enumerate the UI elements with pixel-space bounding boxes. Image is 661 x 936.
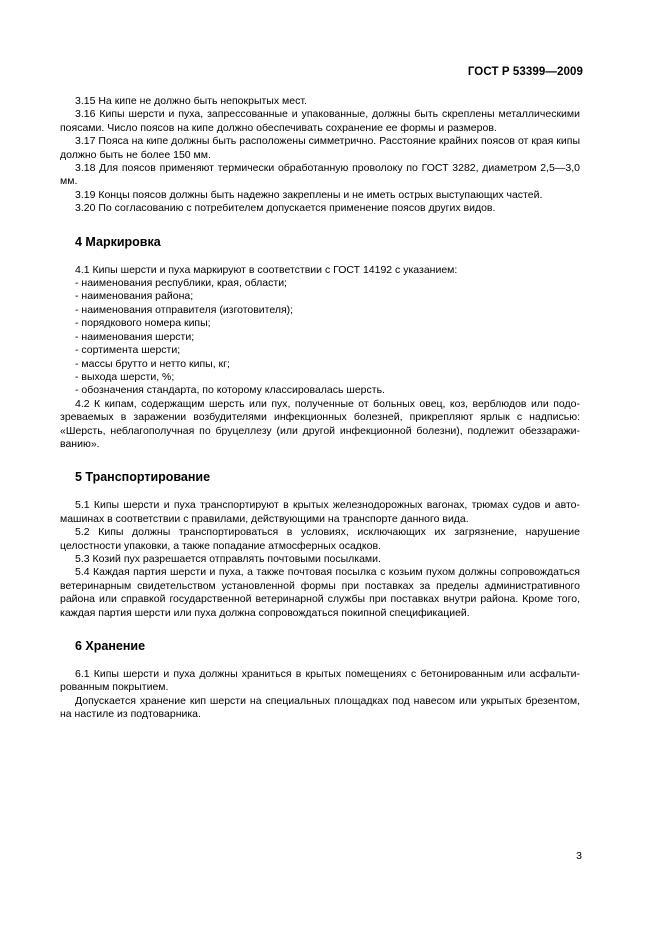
list-item: - наименования отправителя (изготовителя); [75, 303, 294, 316]
paragraph-3-19: 3.19 Концы поясов должны быть надежно закреплены и не иметь острых выступающих частей. [75, 188, 543, 201]
list-item: - выхода шерсти, %; [75, 370, 175, 383]
paragraph-6-1-cont: Допускается хранение кип шерсти на специальных площадках под навесом или укрытых брезентом, на настиле из подтоварника. [60, 694, 580, 721]
paragraph-3-18: 3.18 Для поясов применяют термически обработанную проволоку по ГОСТ 3282, диаметром 2,5—3,0 мм. [60, 162, 580, 188]
paragraph-5-3: 5.3 Козий пух разрешается отправлять почтовыми посылками. [75, 552, 381, 565]
paragraph-5-4: 5.4 Каждая партия шерсти и пуха, а также почтовая посылка с козьим пухом должны сопровождаться ветеринарным свидетельством установленной формы при поставках за пределы административного района или справкой государственной ветеринарной службы при поставках внутри района. Кроме того, каждая партия шерсти или пуха должна сопровождаться покипной спецификацией. [60, 566, 580, 619]
paragraph-3-17: 3.17 Пояса на кипе должны быть расположены симметрично. Расстояние крайних поясов от края кипы должно быть не более 150 мм. [60, 135, 580, 161]
section-heading-storage: 6 Хранение [75, 639, 146, 653]
paragraph-6-1: 6.1 Кипы шерсти и пуха должны храниться в крытых помещениях с бетонированным или асфальтированным покрытием. [60, 668, 580, 694]
paragraph-3-16: 3.16 Кипы шерсти и пуха, запрессованные и упакованные, должны быть скреплены металлическими поясами. Число поясов на кипе должно обеспечивать сохранение ее формы и размеров. [60, 108, 580, 134]
list-item: - наименования шерсти; [75, 330, 195, 343]
paragraph-3-20: 3.20 По согласованию с потребителем допускается применение поясов других видов. [75, 202, 496, 215]
document-body [60, 95, 580, 722]
paragraph-4-1: 4.1 Кипы шерсти и пуха маркируют в соответствии с ГОСТ 14192 с указанием: [75, 263, 458, 276]
paragraph-4-2: 4.2 К кипам, содержащим шерсть или пух, полученные от больных овец, коз, верблюдов или подозреваемых в заражении возбудителями инфекционных болезней, прикрепляют ярлык с надписью: «Шерсть, неблагополучная по бруцеллезу (или другой инфекционной болезни), подлежит обеззараживанию». [60, 397, 580, 450]
list-item: - наименования района; [75, 290, 194, 303]
list-item: - наименования республики, края, области; [75, 277, 287, 290]
section-heading-marking: 4 Маркировка [75, 234, 161, 249]
list-item: - обозначения стандарта, по которому классировалась шерсть. [75, 384, 385, 397]
list-item: - порядкового номера кипы; [75, 317, 211, 330]
section-heading-transport: 5 Транспортирование [75, 470, 211, 485]
paragraph-3-15: 3.15 На кипе не должно быть непокрытых мест. [75, 95, 307, 107]
paragraph-5-2: 5.2 Кипы должны транспортироваться в условиях, исключающих их загрязнение, нарушение целостности упаковки, а также попадание атмосферных осадков. [60, 526, 580, 552]
document-header: ГОСТ Р 53399—2009 [467, 66, 583, 78]
page-number: 3 [576, 850, 582, 862]
list-item: - сортимента шерсти; [75, 344, 181, 357]
list-item: - массы брутто и нетто кипы, кг; [75, 357, 230, 370]
paragraph-5-1: 5.1 Кипы шерсти и пуха транспортируют в крытых железнодорожных вагонах, трюмах судов и автомашинах в соответствии с правилами, действующими на транспорте данного вида. [60, 499, 580, 525]
